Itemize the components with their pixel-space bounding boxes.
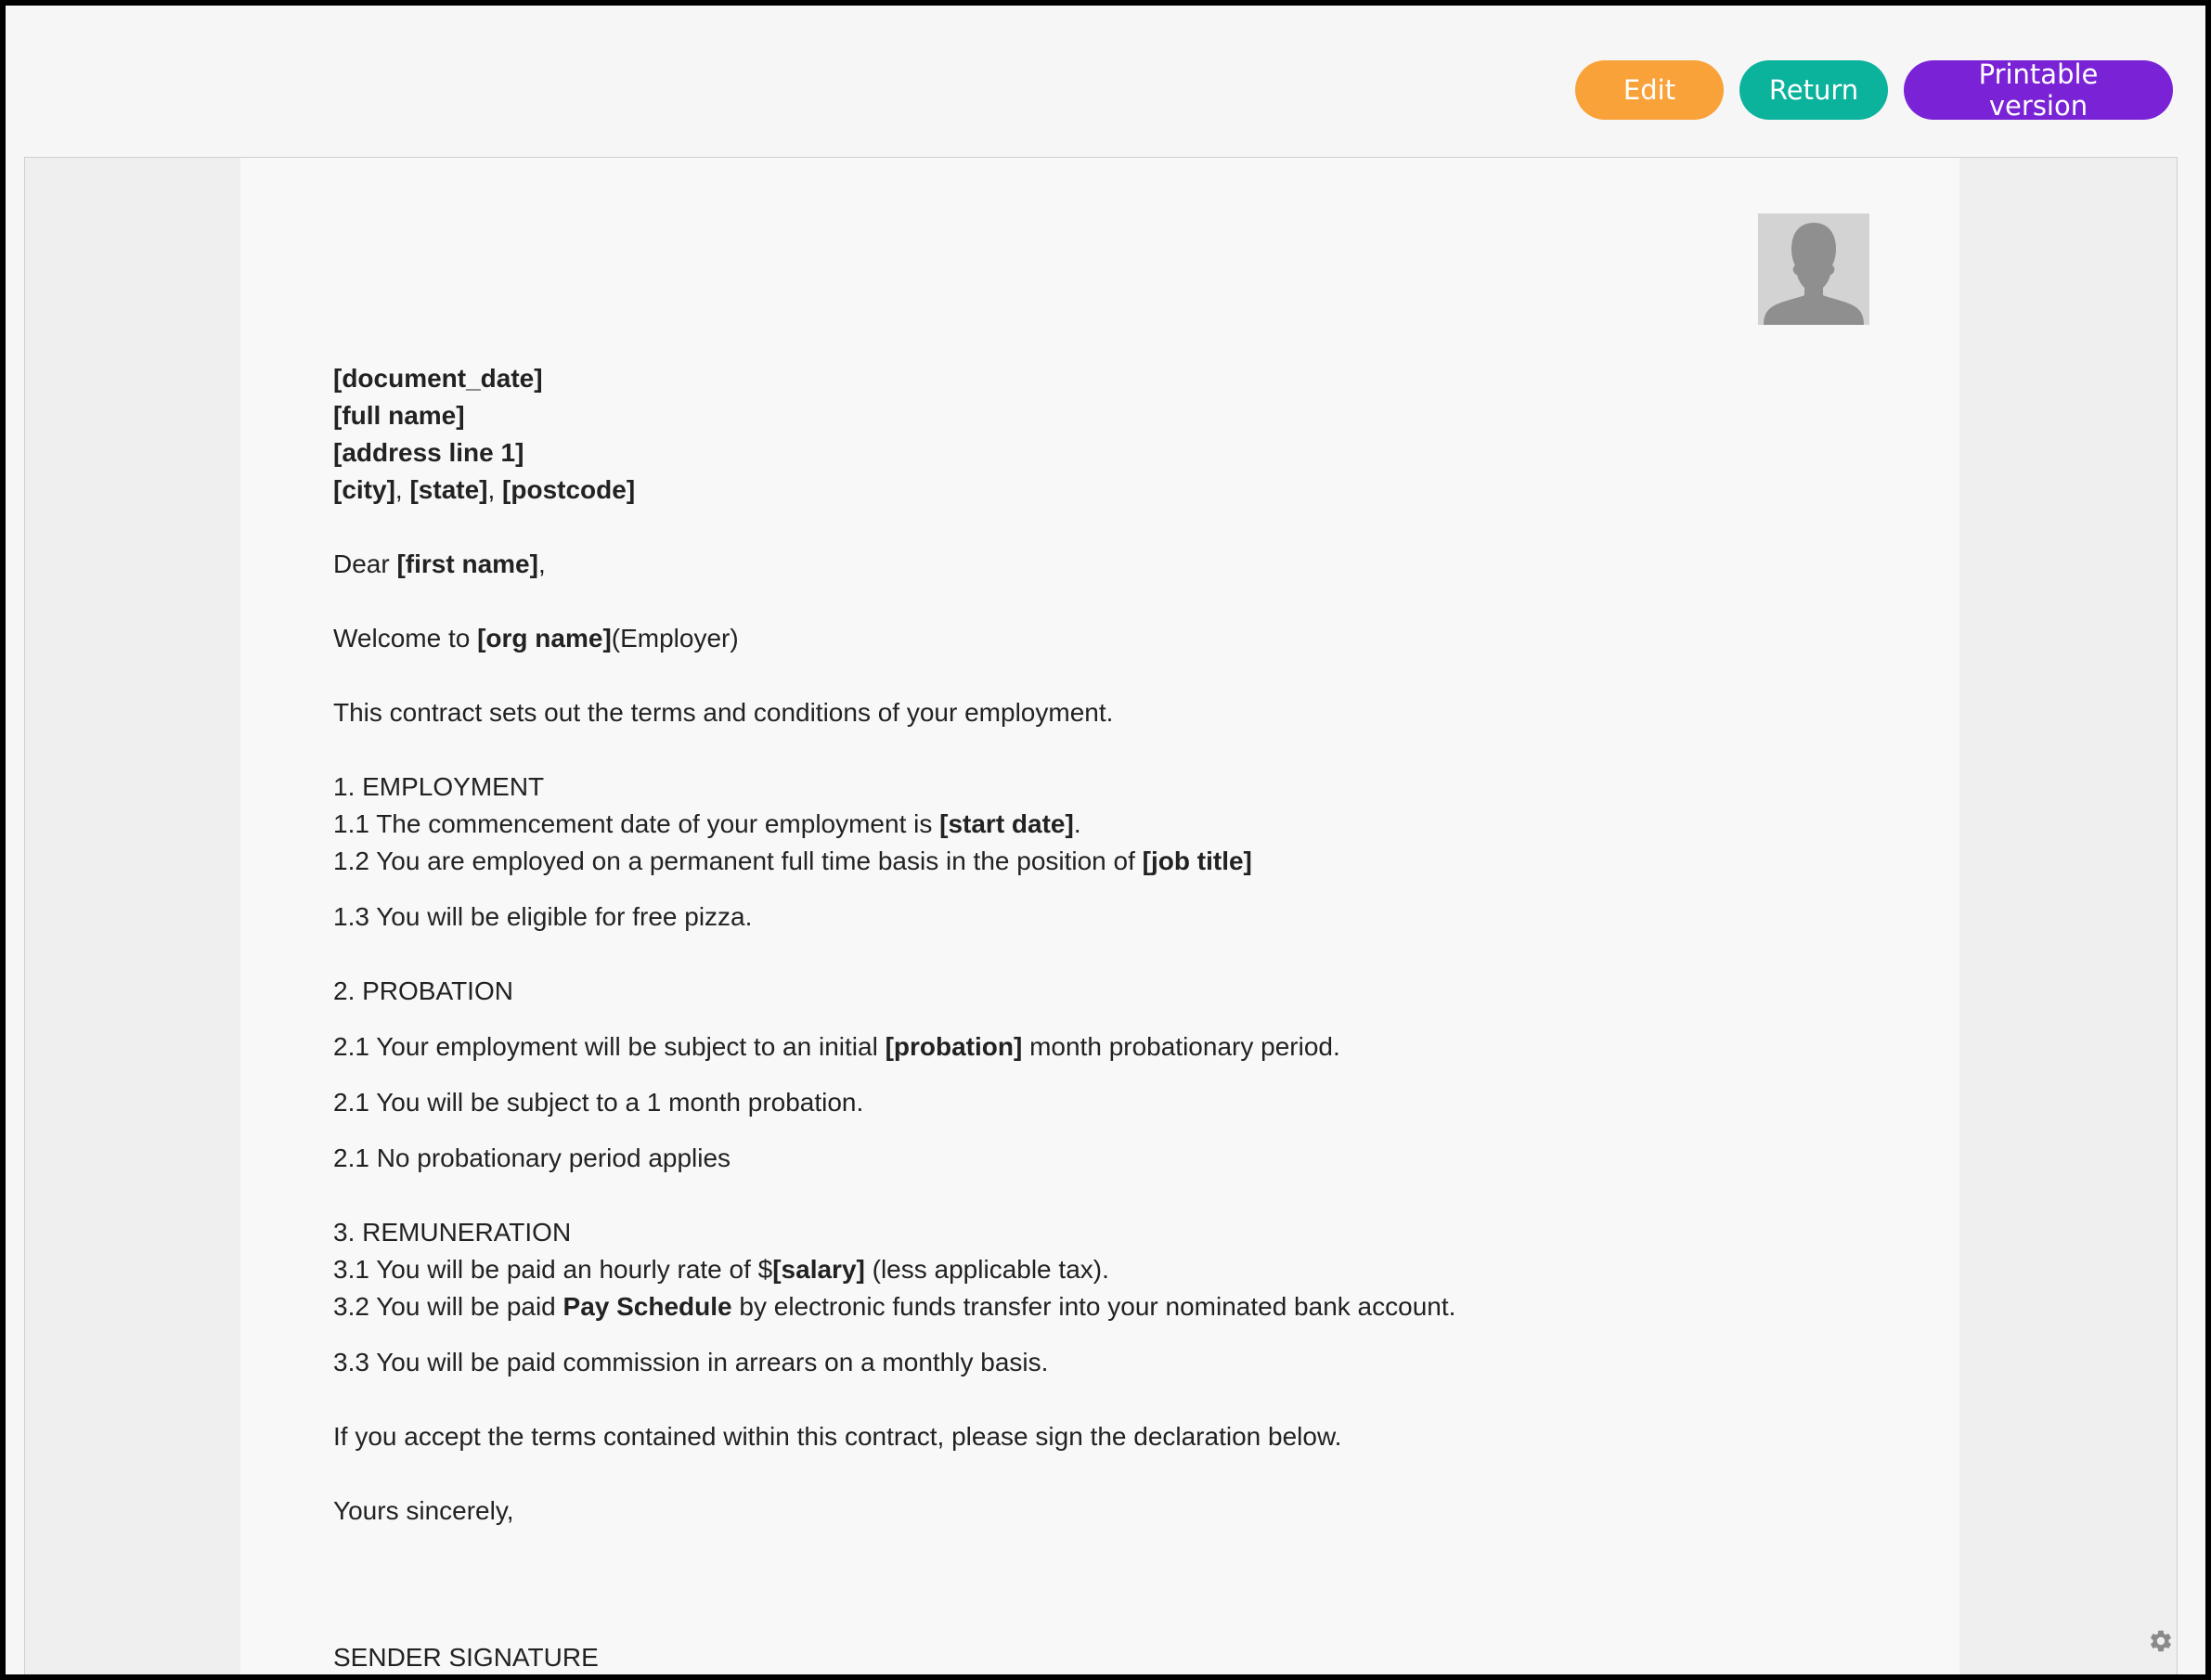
- clause-3-3: 3.3 You will be paid commission in arrears on a monthly basis.: [333, 1348, 1049, 1376]
- printable-version-button[interactable]: Printable version: [1904, 60, 2173, 120]
- header-address-line: [address line 1]: [333, 438, 524, 467]
- greeting: Dear [first name],: [333, 549, 546, 578]
- person-silhouette-icon: [1758, 213, 1869, 325]
- clause-2-1-initial: 2.1 Your employment will be subject to an initial [probation] month probationary period.: [333, 1032, 1340, 1061]
- sender-signature-label: SENDER SIGNATURE: [333, 1643, 599, 1672]
- section-remuneration-heading: 3. REMUNERATION: [333, 1218, 572, 1247]
- clause-3-1: 3.1 You will be paid an hourly rate of $[salary] (less applicable tax).: [333, 1255, 1109, 1284]
- clause-2-1-none: 2.1 No probationary period applies: [333, 1144, 731, 1172]
- action-toolbar: [1575, 60, 2173, 120]
- edit-button[interactable]: Edit: [1575, 60, 1724, 120]
- header-full-name: [full name]: [333, 401, 465, 430]
- clause-1-1: 1.1 The commencement date of your employment is [start date].: [333, 809, 1081, 838]
- gear-icon[interactable]: [2148, 1628, 2174, 1654]
- return-button[interactable]: Return: [1739, 60, 1888, 120]
- welcome-line: Welcome to [org name](Employer): [333, 624, 739, 653]
- clause-1-2: 1.2 You are employed on a permanent full time basis in the position of [job title]: [333, 846, 1252, 875]
- closing-line: Yours sincerely,: [333, 1496, 514, 1525]
- acceptance-paragraph: If you accept the terms contained within this contract, please sign the declaration below.: [333, 1422, 1342, 1451]
- clause-1-3: 1.3 You will be eligible for free pizza.: [333, 902, 753, 931]
- contract-body: [333, 360, 1865, 1674]
- document-page: [240, 158, 1959, 1674]
- header-date: [document_date]: [333, 364, 543, 393]
- intro-paragraph: This contract sets out the terms and conditions of your employment.: [333, 698, 1114, 727]
- section-probation-heading: 2. PROBATION: [333, 976, 513, 1005]
- header-city-state-postcode: [city], [state], [postcode]: [333, 475, 636, 504]
- section-employment-heading: 1. EMPLOYMENT: [333, 772, 545, 801]
- clause-2-1-one-month: 2.1 You will be subject to a 1 month probation.: [333, 1088, 864, 1117]
- clause-3-2: 3.2 You will be paid Pay Schedule by electronic funds transfer into your nominated bank account.: [333, 1292, 1456, 1321]
- app-frame: [6, 6, 2205, 1674]
- document-viewer[interactable]: [24, 157, 2178, 1674]
